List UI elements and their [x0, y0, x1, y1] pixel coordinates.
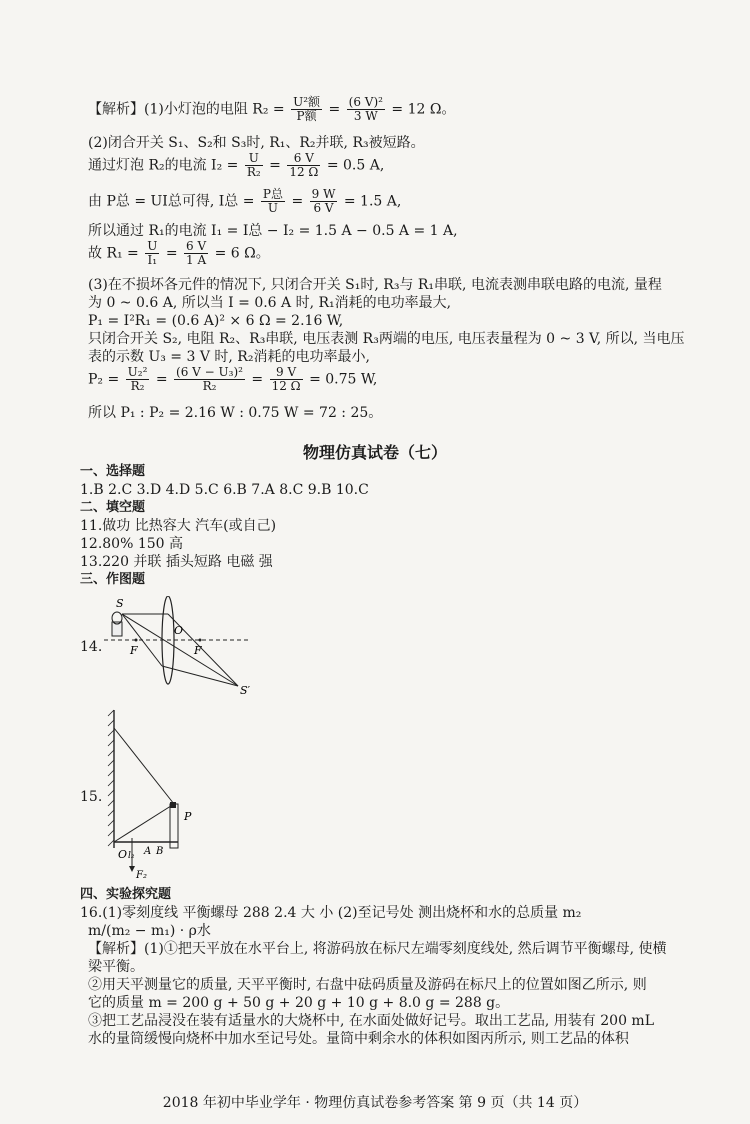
section-fill: 二、填空题	[80, 500, 146, 515]
answer-16-line-8: 水的量筒缓慢向烧杯中加水至记号处。量筒中剩余水的体积如图丙所示, 则工艺品的体积	[88, 1031, 629, 1047]
page-footer: 2018 年初中毕业学年 · 物理仿真试卷参考答案 第 9 页（共 14 页）	[162, 1095, 588, 1111]
label-A: A	[144, 846, 152, 857]
solution-line-1	[88, 96, 455, 123]
fraction	[126, 366, 150, 393]
section-drawing: 三、作图题	[80, 572, 146, 587]
denominator: 12 Ω	[289, 165, 319, 179]
denominator: U	[267, 201, 278, 215]
text: = 6 Ω。	[214, 245, 270, 262]
label-F-left: F	[130, 644, 138, 657]
solution-line-6	[88, 240, 270, 267]
solution-line-10: 只闭合开关 S₂, 电阻 R₂、R₃串联, 电压表测 R₃两端的电压, 电压表量程为 0 ~ 3 V, 所以, 当电压	[88, 331, 685, 347]
numerator: U	[245, 152, 263, 166]
label-F2: F₂	[136, 870, 147, 880]
solution-line-7: (3)在不损坏各元件的情况下, 只闭合开关 S₁时, R₃与 R₁串联, 电流表测串联电路的电流, 量程	[88, 277, 662, 293]
answer-16-line-1: 16.(1)零刻度线 平衡螺母 288 2.4 大 小 (2)至记号处 测出烧杯和水的总质量 m₂	[80, 905, 582, 921]
text: = 0.75 W,	[309, 371, 378, 388]
text: P₂ =	[88, 371, 120, 388]
numerator: 9 V	[270, 366, 303, 380]
answer-13: 13.220 并联 插头短路 电磁 强	[80, 554, 273, 570]
text: 【解析】(1)小灯泡的电阻 R₂ =	[88, 101, 285, 118]
text: 故 R₁ =	[88, 245, 139, 262]
rope	[114, 728, 174, 804]
denominator: 6 V	[313, 201, 334, 215]
lever-diagram	[104, 708, 214, 880]
answer-16-line-6: 它的质量 m = 200 g + 50 g + 20 g + 10 g + 8.0 g = 288 g。	[88, 995, 510, 1011]
label-F-right: F	[194, 644, 202, 657]
equals: =	[291, 193, 304, 210]
solution-line-4	[88, 188, 401, 215]
label-l2: l₂	[128, 851, 135, 861]
fraction	[184, 240, 208, 267]
solution-line-12	[88, 366, 377, 393]
focus-left	[135, 639, 138, 642]
fraction	[291, 96, 322, 123]
answer-12: 12.80% 150 高	[80, 536, 184, 552]
denominator: R₂	[246, 165, 261, 179]
choice-answers: 1.B 2.C 3.D 4.D 5.C 6.B 7.A 8.C 9.B 10.C	[80, 482, 369, 498]
arrow-head	[129, 866, 135, 872]
section-choice: 一、选择题	[80, 464, 146, 479]
fraction	[145, 240, 159, 267]
denominator: 12 Ω	[271, 379, 301, 393]
ray-focal-out	[162, 666, 238, 686]
label-S: S	[116, 597, 124, 610]
fraction	[261, 188, 285, 215]
denominator: R₂	[130, 379, 145, 393]
text: 由 P总 = UI总可得, I总 =	[88, 193, 255, 210]
numerator: 6 V	[287, 152, 320, 166]
fraction	[245, 152, 263, 179]
solution-line-5: 所以通过 R₁的电流 I₁ = I总 − I₂ = 1.5 A − 0.5 A = 1 A,	[88, 223, 458, 239]
numerator: 9 W	[311, 187, 336, 201]
label-O: O	[174, 624, 184, 637]
force-line	[114, 804, 174, 842]
numerator: 6 V	[186, 239, 207, 253]
wall-hatch	[108, 710, 114, 846]
solution-line-13: 所以 P₁ : P₂ = 2.16 W : 0.75 W = 72 : 25。	[88, 405, 383, 421]
equals: =	[251, 371, 264, 388]
label-S-prime: S′	[240, 684, 251, 697]
numerator: P总	[262, 187, 283, 201]
denominator: 1 A	[186, 253, 207, 267]
fraction	[270, 366, 303, 393]
label-B: B	[156, 846, 164, 857]
numerator: (6 V − U₃)²	[176, 365, 243, 379]
numerator: U₂²	[127, 365, 148, 379]
fraction	[347, 96, 385, 123]
text: = 1.5 A,	[343, 193, 402, 210]
answer-16-line-4: 梁平衡。	[88, 959, 144, 975]
pulley-block	[170, 802, 176, 808]
equals: =	[328, 101, 341, 118]
solution-line-11: 表的示数 U₃ = 3 V 时, R₂消耗的电功率最小,	[88, 349, 370, 365]
denominator: 3 W	[353, 109, 378, 123]
focus-right	[199, 639, 202, 642]
fraction	[174, 366, 245, 393]
lens-ray-diagram	[100, 596, 260, 706]
answer-16-line-5: ②用天平测量它的质量, 天平平衡时, 右盘中砝码质量及游码在标尺上的位置如图乙所示, 则	[88, 977, 647, 993]
solution-line-8: 为 0 ~ 0.6 A, 所以当 I = 0.6 A 时, R₁消耗的电功率最大,	[88, 295, 452, 311]
answer-16-line-3: 【解析】(1)①把天平放在水平台上, 将游码放在标尺左端零刻度线处, 然后调节平衡螺母, 使横	[88, 941, 667, 957]
answer-16-line-2: m/(m₂ − m₁) · ρ水	[88, 923, 211, 939]
q15-number: 15.	[80, 789, 103, 805]
section-experiment: 四、实验探究题	[80, 887, 172, 902]
numerator: U	[147, 239, 158, 253]
answer-11: 11.做功 比热容大 汽车(或自己)	[80, 518, 277, 534]
answer-16-line-7: ③把工艺品浸没在装有适量水的大烧杯中, 在水面处做好记号。取出工艺品, 用装有 200 mL	[88, 1013, 654, 1029]
denominator: P额	[296, 109, 317, 123]
fraction	[287, 152, 320, 179]
solution-line-2: (2)闭合开关 S₁、S₂和 S₃时, R₁、R₂并联, R₃被短路。	[88, 135, 425, 151]
text: = 12 Ω。	[391, 101, 456, 118]
equals: =	[155, 371, 168, 388]
label-O: O	[118, 848, 128, 861]
denominator: I₁	[147, 253, 158, 267]
solution-line-9: P₁ = I²R₁ = (0.6 A)² × 6 Ω = 2.16 W,	[88, 313, 344, 329]
q14-number: 14.	[80, 639, 103, 655]
numerator: U²额	[293, 95, 321, 109]
text: 通过灯泡 R₂的电流 I₂ =	[88, 157, 239, 174]
exam-title: 物理仿真试卷（七）	[302, 443, 447, 462]
denominator: R₂	[202, 379, 217, 393]
equals: =	[165, 245, 178, 262]
numerator: (6 V)²	[348, 95, 383, 109]
fraction	[310, 188, 338, 215]
label-P: P	[184, 810, 192, 823]
text: = 0.5 A,	[326, 157, 385, 174]
solution-line-3	[88, 152, 384, 179]
equals: =	[269, 157, 281, 174]
